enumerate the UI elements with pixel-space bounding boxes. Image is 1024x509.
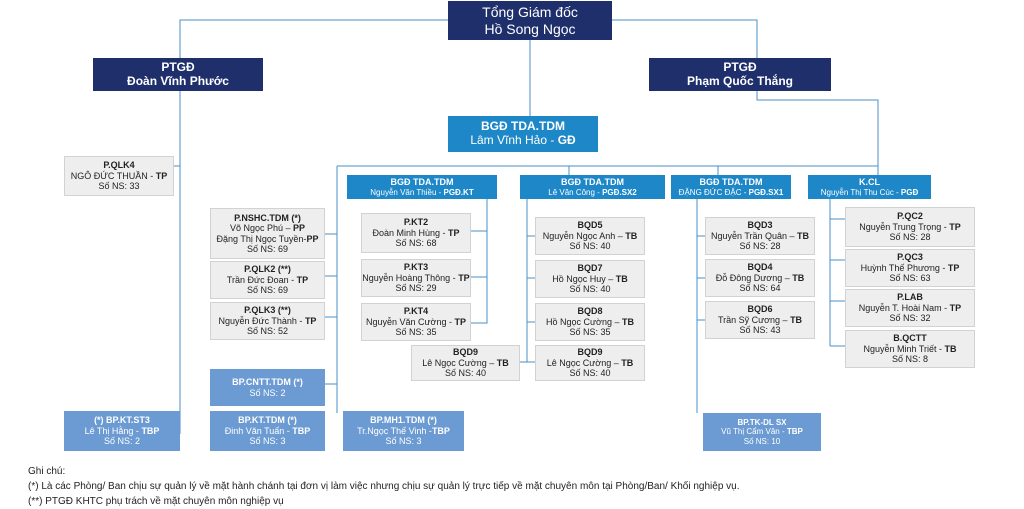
unit-box-pqlk2 [210, 261, 325, 299]
deputy-name: Đoàn Vĩnh Phước [127, 73, 229, 88]
unit-title: P.QLK3 (**) [244, 305, 291, 316]
unit-count: Số NS: 40 [569, 241, 611, 252]
unit-box-plab [845, 289, 975, 327]
division-person: Nguyễn Thị Thu Cúc - PGĐ [820, 187, 919, 197]
unit-box-bqd8 [535, 303, 645, 341]
division-title: K.CL [859, 177, 880, 188]
unit-count: Số NS: 33 [98, 181, 140, 192]
unit-title: P.KT2 [403, 217, 429, 228]
unit-person: Hồ Ngọc Cường – TB [546, 316, 634, 327]
deputy-title: PTGĐ [161, 59, 195, 74]
division-title: BGĐ TDA.TDM [699, 177, 763, 188]
unit-person: Nguyễn Đức Thành - TP [218, 315, 317, 326]
unit-title: P.LAB [897, 292, 923, 303]
division-title: BGĐ TDA.TDM [390, 177, 454, 188]
unit-person: Huỳnh Thế Phương - TP [860, 262, 960, 273]
division-box-sx2 [520, 175, 665, 199]
division-person: Nguyễn Văn Thiều - PGĐ.KT [370, 187, 474, 197]
unit-person: Vũ Thị Cẩm Vân - TBP [721, 427, 803, 437]
unit-title: P.QC2 [897, 211, 923, 222]
unit-count: Số NS: 2 [249, 387, 286, 398]
unit-person: Lê Ngọc Cường – TB [546, 357, 634, 368]
unit-box-bpkttdm [210, 411, 325, 451]
unit-box-pnshc [210, 208, 325, 259]
unit-person: NGÔ ĐỨC THUẦN - TP [70, 170, 168, 181]
ceo-name: Hồ Song Ngọc [484, 20, 576, 37]
unit-box-bpktst3 [64, 411, 180, 451]
unit-person: Nguyễn Trần Quân – TB [710, 230, 810, 241]
unit-count: Số NS: 69 [246, 243, 289, 254]
unit-person: Nguyễn Văn Cường - TP [366, 316, 466, 327]
division-box-sx1 [671, 175, 791, 199]
unit-title: BQD8 [577, 306, 603, 317]
unit-box-pkt2 [361, 213, 471, 253]
notes-line-1: (*) Là các Phòng/ Ban chịu sự quản lý về mặt hành chánh tại đơn vị làm việc nhưng chịu sự quản lý trực tiếp về mặt chuyên môn tại Phòng/Ban/ Khối nghiệp vụ. [28, 481, 740, 492]
division-person: ĐẶNG ĐỨC ĐẶC - PGĐ.SX1 [678, 187, 784, 197]
unit-count: Số NS: 40 [569, 368, 611, 379]
footnotes [28, 464, 740, 509]
unit-title: BQD9 [577, 347, 603, 358]
ceo-box [448, 1, 612, 40]
unit-box-pkt3 [361, 259, 471, 297]
bgd-person: Lâm Vĩnh Hảo - GĐ [470, 133, 576, 147]
division-title: BGĐ TDA.TDM [561, 177, 624, 188]
unit-count: Số NS: 10 [743, 436, 781, 446]
unit-count: Số NS: 8 [891, 354, 929, 365]
unit-count: Số NS: 35 [395, 327, 437, 338]
unit-box-bqd7 [535, 260, 645, 298]
unit-person: Đỗ Đông Dương – TB [715, 272, 805, 283]
unit-box-bptkdl [703, 413, 821, 451]
unit-box-pqc3 [845, 249, 975, 287]
unit-person: Võ Ngọc Phú – PP [229, 223, 306, 234]
unit-box-pkt4 [361, 303, 471, 341]
unit-box-bqd9-right [535, 345, 645, 381]
unit-title: BQD9 [452, 347, 478, 358]
division-box-kcl [808, 175, 931, 199]
notes-heading: Ghi chú: [28, 466, 66, 477]
unit-title: BP.TK-DL SX [737, 418, 787, 428]
unit-count: Số NS: 52 [246, 326, 289, 337]
unit-title: BP.KT.TDM (*) [238, 415, 297, 426]
unit-title: BQD5 [577, 220, 603, 231]
unit-title: P.KT3 [403, 262, 429, 273]
unit-person: Nguyễn Ngọc Anh – TB [542, 230, 638, 241]
unit-box-bqd6 [705, 301, 815, 339]
unit-box-bpcntt [210, 369, 325, 406]
notes-line-2: (**) PTGĐ KHTC phụ trách về mặt chuyên môn nghiệp vụ [28, 496, 284, 507]
unit-count: Số NS: 28 [739, 241, 781, 252]
unit-person-2: Đặng Thị Ngọc Tuyền-PP [216, 233, 319, 244]
unit-box-bqd5 [535, 217, 645, 255]
unit-person: Lê Thị Hằng - TBP [84, 425, 160, 436]
unit-count: Số NS: 68 [395, 238, 437, 249]
unit-count: Số NS: 32 [889, 313, 931, 324]
unit-box-bqctt [845, 330, 975, 368]
unit-box-bqd3 [705, 217, 815, 255]
unit-count: Số NS: 63 [889, 273, 931, 284]
unit-box-pqlk4 [64, 156, 174, 196]
unit-count: Số NS: 28 [889, 232, 931, 243]
unit-count: Số NS: 69 [246, 285, 289, 296]
unit-person: Trần Sỹ Cương – TB [717, 314, 803, 325]
division-person: Lê Văn Công - PGĐ.SX2 [548, 187, 637, 197]
unit-count: Số NS: 43 [739, 325, 781, 336]
unit-title: P.QLK2 (**) [244, 264, 291, 275]
unit-title: P.QC3 [897, 252, 923, 263]
unit-title: (*) BP.KT.ST3 [94, 415, 150, 426]
bgd-title: BGĐ TDA.TDM [481, 119, 565, 134]
unit-person: Đinh Văn Tuấn - TBP [224, 425, 311, 436]
unit-count: Số NS: 29 [395, 283, 437, 294]
unit-person: Nguyễn Minh Triết - TB [863, 343, 957, 354]
unit-title: P.KT4 [403, 306, 429, 317]
unit-person: Đoàn Minh Hùng - TP [372, 227, 460, 238]
bgd-director-box [448, 116, 598, 152]
unit-title: P.QLK4 [103, 160, 135, 171]
unit-person: Nguyễn Trung Trọng - TP [859, 221, 961, 232]
deputy-name: Phạm Quốc Thắng [686, 73, 793, 88]
unit-count: Số NS: 3 [385, 436, 422, 447]
unit-person: Tr.Ngọc Thế Vinh -TBP [357, 425, 450, 436]
unit-title: B.QCTT [893, 333, 927, 344]
unit-title: BP.MH1.TDM (*) [370, 415, 437, 426]
unit-person: Lê Ngọc Cường – TB [422, 357, 509, 368]
ceo-title: Tổng Giám đốc [482, 4, 578, 21]
unit-box-bqd4 [705, 259, 815, 297]
unit-person: Hồ Ngọc Huy – TB [552, 273, 628, 284]
unit-title: BQD3 [747, 220, 773, 231]
unit-box-pqlk3 [210, 302, 325, 340]
unit-person: Nguyễn T. Hoài Nam - TP [858, 302, 962, 313]
unit-person: Nguyễn Hoàng Thông - TP [362, 272, 470, 283]
unit-count: Số NS: 64 [739, 283, 781, 294]
unit-title: P.NSHC.TDM (*) [234, 212, 301, 223]
unit-count: Số NS: 35 [569, 327, 611, 338]
unit-count: Số NS: 2 [103, 436, 141, 447]
unit-title: BQD6 [747, 304, 773, 315]
unit-title: BP.CNTT.TDM (*) [232, 377, 303, 388]
unit-box-pqc2 [845, 207, 975, 247]
unit-box-bqd9-left [411, 345, 520, 381]
unit-count: Số NS: 3 [249, 436, 286, 447]
deputy-box-left [93, 58, 263, 91]
deputy-title: PTGĐ [723, 59, 757, 74]
unit-title: BQD7 [577, 263, 603, 274]
unit-title: BQD4 [747, 262, 773, 273]
unit-count: Số NS: 40 [569, 284, 611, 295]
division-box-kt [347, 175, 497, 199]
unit-person: Trần Đức Đoan - TP [226, 274, 309, 285]
unit-box-bpmh1 [343, 411, 464, 451]
deputy-box-right [649, 58, 831, 91]
unit-count: Số NS: 40 [444, 368, 487, 379]
